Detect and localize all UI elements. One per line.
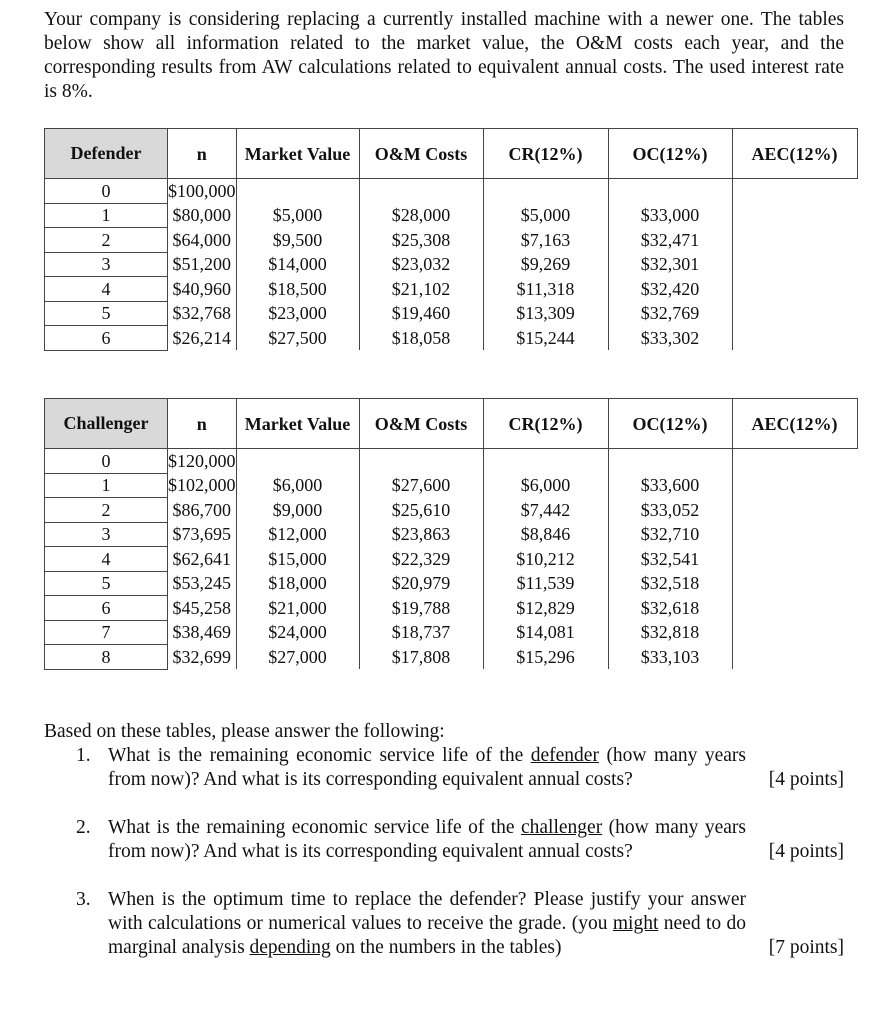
cell-market-value: $26,214 bbox=[168, 326, 237, 351]
cell-cr: $28,000 bbox=[359, 203, 483, 228]
table-row bbox=[45, 522, 858, 547]
cell-aec bbox=[608, 179, 732, 204]
table-row bbox=[45, 620, 858, 645]
cell-om-costs: $21,000 bbox=[236, 596, 359, 621]
cell-cr: $18,058 bbox=[359, 326, 483, 351]
cell-market-value: $100,000 bbox=[168, 179, 237, 204]
question-text-part: need to do marginal analysis bbox=[108, 913, 747, 958]
table-row bbox=[45, 228, 858, 253]
cell-aec: $32,301 bbox=[608, 252, 732, 277]
cell-market-value: $102,000 bbox=[168, 473, 237, 498]
cell-market-value: $64,000 bbox=[168, 228, 237, 253]
cell-om-costs: $24,000 bbox=[236, 620, 359, 645]
cell-cr bbox=[359, 179, 483, 204]
cell-om-costs bbox=[236, 179, 359, 204]
cell-n: 4 bbox=[45, 547, 168, 572]
cell-n: 0 bbox=[45, 449, 168, 474]
cell-aec: $32,471 bbox=[608, 228, 732, 253]
cell-om-costs: $5,000 bbox=[236, 203, 359, 228]
cell-cr: $23,863 bbox=[359, 522, 483, 547]
cell-om-costs: $23,000 bbox=[236, 301, 359, 326]
cell-oc: $11,539 bbox=[483, 571, 608, 596]
question-text bbox=[108, 888, 844, 960]
cell-market-value: $80,000 bbox=[168, 203, 237, 228]
cell-aec: $33,302 bbox=[608, 326, 732, 351]
header-om-costs: O&M Costs bbox=[359, 399, 483, 449]
cell-market-value: $73,695 bbox=[168, 522, 237, 547]
table-row bbox=[45, 547, 858, 572]
challenger-label: Challenger bbox=[45, 399, 168, 449]
cell-oc: $9,269 bbox=[483, 252, 608, 277]
questions-intro: Based on these tables, please answer the following: bbox=[44, 721, 445, 742]
cell-om-costs: $27,000 bbox=[236, 645, 359, 670]
cell-market-value: $51,200 bbox=[168, 252, 237, 277]
cell-oc: $11,318 bbox=[483, 277, 608, 302]
cell-n: 6 bbox=[45, 326, 168, 351]
cell-market-value: $45,258 bbox=[168, 596, 237, 621]
cell-oc bbox=[483, 179, 608, 204]
table-row bbox=[45, 252, 858, 277]
question-points: [4 points] bbox=[768, 769, 844, 790]
cell-om-costs: $9,000 bbox=[236, 498, 359, 523]
cell-aec: $32,420 bbox=[608, 277, 732, 302]
cell-aec: $32,710 bbox=[608, 522, 732, 547]
cell-oc: $15,244 bbox=[483, 326, 608, 351]
header-cr: CR(12%) bbox=[483, 399, 608, 449]
cell-oc: $6,000 bbox=[483, 473, 608, 498]
cell-cr: $25,308 bbox=[359, 228, 483, 253]
cell-cr: $22,329 bbox=[359, 547, 483, 572]
cell-n: 2 bbox=[45, 498, 168, 523]
cell-cr: $19,460 bbox=[359, 301, 483, 326]
underlined-word: depending bbox=[249, 937, 331, 958]
table-row bbox=[45, 645, 858, 670]
cell-oc: $5,000 bbox=[483, 203, 608, 228]
cell-n: 6 bbox=[45, 596, 168, 621]
cell-om-costs: $14,000 bbox=[236, 252, 359, 277]
cell-n: 1 bbox=[45, 203, 168, 228]
cell-aec: $32,518 bbox=[608, 571, 732, 596]
cell-cr: $17,808 bbox=[359, 645, 483, 670]
underlined-word: might bbox=[612, 913, 659, 934]
intro-paragraph: Your company is considering replacing a currently installed machine with a newer one. The tables below show all information related to the market value, the O&M costs each year, and the corresponding results from AW calculations related to equivalent annual costs. The used interest rate is 8%. bbox=[44, 9, 844, 102]
table-row bbox=[45, 179, 858, 204]
cell-oc: $15,296 bbox=[483, 645, 608, 670]
cell-om-costs: $9,500 bbox=[236, 228, 359, 253]
cell-n: 7 bbox=[45, 620, 168, 645]
defender-table bbox=[44, 128, 858, 351]
question-number: 3. bbox=[76, 889, 91, 910]
header-aec: AEC(12%) bbox=[732, 399, 857, 449]
header-oc: OC(12%) bbox=[608, 399, 732, 449]
cell-om-costs bbox=[236, 449, 359, 474]
question-text-part: When is the optimum time to replace the defender? Please justify your answer with calculations or numerical values to receive the grade. (you bbox=[108, 889, 746, 934]
cell-n: 3 bbox=[45, 252, 168, 277]
header-cr: CR(12%) bbox=[483, 129, 608, 179]
cell-oc bbox=[483, 449, 608, 474]
header-oc: OC(12%) bbox=[608, 129, 732, 179]
question-number: 2. bbox=[76, 817, 91, 838]
cell-cr: $25,610 bbox=[359, 498, 483, 523]
underlined-word: challenger bbox=[520, 817, 603, 838]
table-row bbox=[45, 326, 858, 351]
cell-aec: $33,052 bbox=[608, 498, 732, 523]
cell-market-value: $62,641 bbox=[168, 547, 237, 572]
question-points: [7 points] bbox=[768, 937, 844, 958]
cell-om-costs: $27,500 bbox=[236, 326, 359, 351]
cell-market-value: $53,245 bbox=[168, 571, 237, 596]
cell-n: 1 bbox=[45, 473, 168, 498]
cell-oc: $12,829 bbox=[483, 596, 608, 621]
cell-cr: $18,737 bbox=[359, 620, 483, 645]
cell-market-value: $32,699 bbox=[168, 645, 237, 670]
question-text-part: on the numbers in the tables) bbox=[330, 937, 562, 958]
cell-aec: $33,000 bbox=[608, 203, 732, 228]
cell-oc: $7,163 bbox=[483, 228, 608, 253]
cell-om-costs: $18,500 bbox=[236, 277, 359, 302]
cell-cr: $21,102 bbox=[359, 277, 483, 302]
cell-cr: $19,788 bbox=[359, 596, 483, 621]
question-number: 1. bbox=[76, 745, 91, 766]
cell-n: 0 bbox=[45, 179, 168, 204]
cell-oc: $13,309 bbox=[483, 301, 608, 326]
cell-aec: $32,618 bbox=[608, 596, 732, 621]
header-n: n bbox=[168, 399, 237, 449]
cell-market-value: $86,700 bbox=[168, 498, 237, 523]
cell-aec: $32,541 bbox=[608, 547, 732, 572]
cell-cr: $23,032 bbox=[359, 252, 483, 277]
cell-n: 5 bbox=[45, 571, 168, 596]
header-market-value: Market Value bbox=[236, 129, 359, 179]
cell-aec: $33,600 bbox=[608, 473, 732, 498]
header-market-value: Market Value bbox=[236, 399, 359, 449]
questions-section bbox=[44, 720, 844, 984]
defender-label: Defender bbox=[45, 129, 168, 179]
question-2 bbox=[44, 816, 844, 864]
cell-market-value: $32,768 bbox=[168, 301, 237, 326]
underlined-word: defender bbox=[530, 745, 599, 766]
cell-oc: $10,212 bbox=[483, 547, 608, 572]
table-row bbox=[45, 301, 858, 326]
cell-oc: $8,846 bbox=[483, 522, 608, 547]
table-row bbox=[45, 277, 858, 302]
cell-cr: $20,979 bbox=[359, 571, 483, 596]
header-aec: AEC(12%) bbox=[732, 129, 857, 179]
question-text bbox=[108, 816, 844, 864]
header-n: n bbox=[168, 129, 237, 179]
question-text-part: (how many years from now)? And what is its corresponding equivalent annual costs? bbox=[108, 745, 746, 790]
question-points: [4 points] bbox=[768, 841, 844, 862]
cell-aec: $32,769 bbox=[608, 301, 732, 326]
table-row bbox=[45, 571, 858, 596]
cell-oc: $7,442 bbox=[483, 498, 608, 523]
question-text-part: (how many years from now)? And what is its corresponding equivalent annual costs? bbox=[108, 817, 746, 862]
cell-aec: $33,103 bbox=[608, 645, 732, 670]
cell-aec: $32,818 bbox=[608, 620, 732, 645]
question-text bbox=[108, 744, 844, 792]
cell-n: 4 bbox=[45, 277, 168, 302]
question-1 bbox=[44, 744, 844, 792]
challenger-table bbox=[44, 398, 858, 670]
question-3 bbox=[44, 888, 844, 960]
table-row bbox=[45, 473, 858, 498]
cell-aec bbox=[608, 449, 732, 474]
table-row bbox=[45, 203, 858, 228]
cell-n: 8 bbox=[45, 645, 168, 670]
cell-om-costs: $18,000 bbox=[236, 571, 359, 596]
cell-n: 3 bbox=[45, 522, 168, 547]
cell-market-value: $38,469 bbox=[168, 620, 237, 645]
cell-market-value: $40,960 bbox=[168, 277, 237, 302]
cell-om-costs: $12,000 bbox=[236, 522, 359, 547]
cell-cr bbox=[359, 449, 483, 474]
cell-oc: $14,081 bbox=[483, 620, 608, 645]
table-row bbox=[45, 449, 858, 474]
cell-cr: $27,600 bbox=[359, 473, 483, 498]
table-row bbox=[45, 596, 858, 621]
table-row bbox=[45, 498, 858, 523]
cell-om-costs: $15,000 bbox=[236, 547, 359, 572]
question-text-part: What is the remaining economic service life of the bbox=[108, 817, 521, 838]
cell-n: 5 bbox=[45, 301, 168, 326]
question-text-part: What is the remaining economic service life of the bbox=[108, 745, 531, 766]
header-om-costs: O&M Costs bbox=[359, 129, 483, 179]
cell-n: 2 bbox=[45, 228, 168, 253]
cell-market-value: $120,000 bbox=[168, 449, 237, 474]
cell-om-costs: $6,000 bbox=[236, 473, 359, 498]
